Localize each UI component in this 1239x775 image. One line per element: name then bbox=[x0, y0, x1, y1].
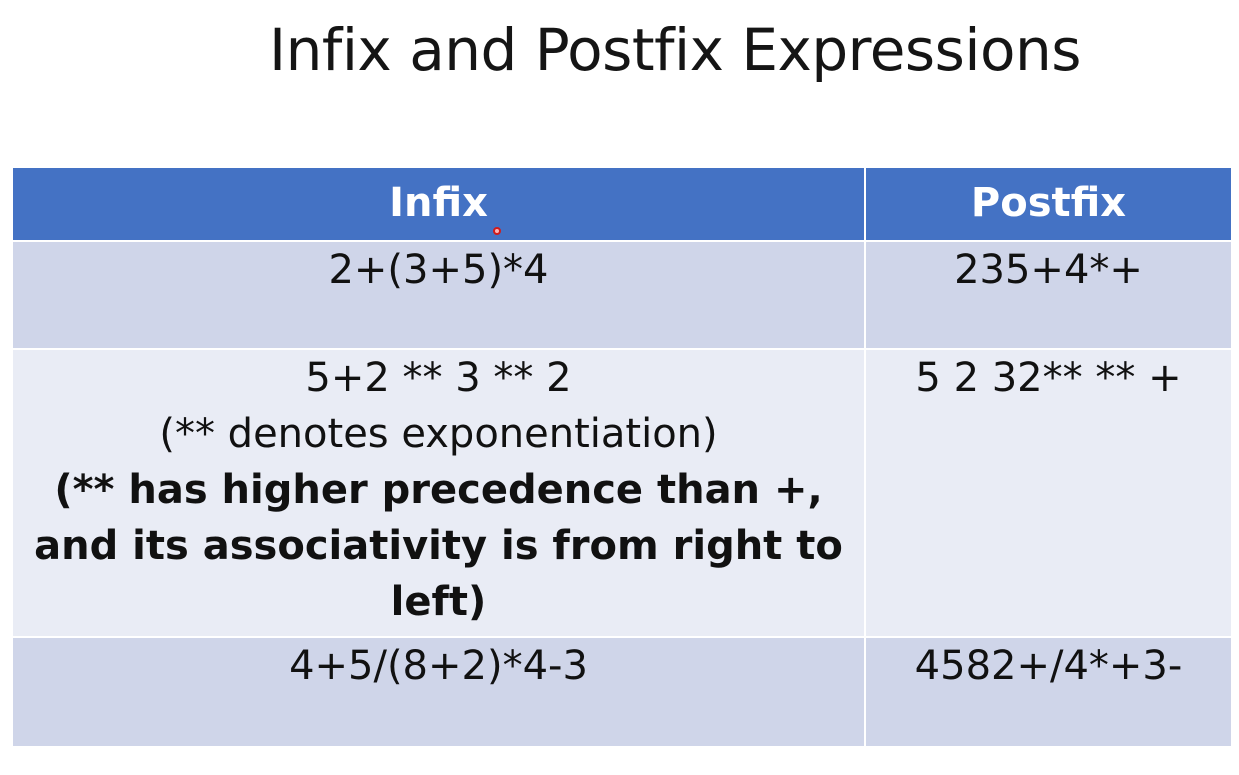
infix-cell bbox=[12, 637, 865, 747]
slide-title: Infix and Postfix Expressions bbox=[269, 16, 1081, 84]
postfix-cell bbox=[865, 637, 1232, 747]
postfix-cell bbox=[865, 241, 1232, 349]
postfix-expression: 4582+/4*+3- bbox=[914, 643, 1183, 689]
infix-cell bbox=[12, 349, 865, 637]
table-row bbox=[12, 349, 1232, 637]
infix-cell bbox=[12, 241, 865, 349]
infix-expression: 2+(3+5)*4 bbox=[328, 247, 549, 293]
table-row bbox=[12, 241, 1232, 349]
infix-note-bold-line-3: left) bbox=[390, 579, 487, 625]
infix-expression: 4+5/(8+2)*4-3 bbox=[289, 643, 588, 689]
pointer-cursor-icon bbox=[493, 227, 501, 235]
postfix-cell bbox=[865, 349, 1232, 637]
header-postfix: Postfix bbox=[865, 167, 1232, 241]
expressions-table bbox=[11, 166, 1233, 748]
infix-note: (** denotes exponentiation) bbox=[159, 411, 718, 457]
postfix-expression: 5 2 32** ** + bbox=[915, 355, 1182, 401]
postfix-expression: 235+4*+ bbox=[954, 247, 1143, 293]
infix-note-bold-line-2: and its associativity is from right to bbox=[34, 523, 843, 569]
table-row bbox=[12, 637, 1232, 747]
table-header-row bbox=[12, 167, 1232, 241]
infix-expression: 5+2 ** 3 ** 2 bbox=[305, 355, 572, 401]
infix-note-bold-line-1: (** has higher precedence than +, bbox=[54, 467, 823, 513]
header-infix: Infix bbox=[12, 167, 865, 241]
